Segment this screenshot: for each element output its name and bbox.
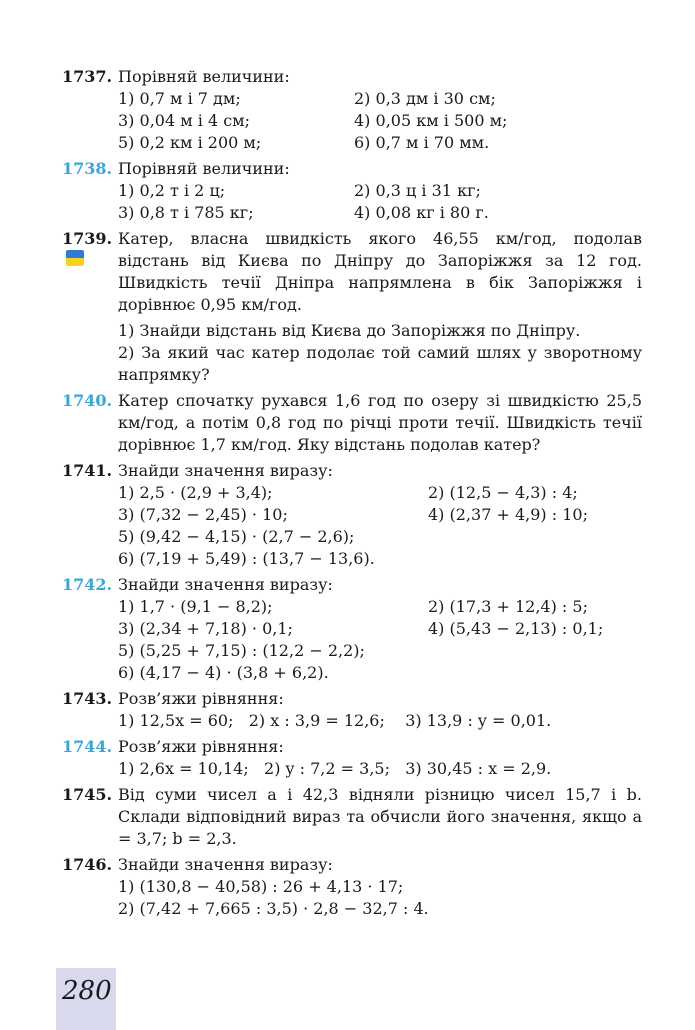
problem-text: Катер спочатку рухався 1,6 год по озеру зі швидкістю 25,5 км/год, а потім 0,8 год по річці проти течії. Швидкість течії дорівнює 1,7 км/год. Яку відстань подолав катер? (118, 391, 642, 454)
problem-title: Розв’яжи рівняння: (118, 689, 284, 708)
problem-title: Знайди значення виразу: (118, 855, 333, 874)
item: 6) (4,17 − 4) · (3,8 + 6,2). (118, 663, 329, 682)
question-2: 2) За який час катер подолає той самий шлях у зворотному напрямку? (118, 343, 642, 384)
question-1: 1) Знайди відстань від Києва до Запоріжжя по Дніпру. (118, 321, 581, 340)
item: 2) (12,5 − 4,3) : 4; (428, 483, 578, 502)
problem-number: 1746. (62, 855, 113, 874)
problem-1740 (62, 390, 642, 456)
problem-1738 (62, 158, 642, 224)
items-grid (118, 180, 642, 224)
item: 3) 0,8 т і 785 кг; (118, 203, 254, 222)
item: 5) 0,2 км і 200 м; (118, 133, 262, 152)
problem-number: 1739. (62, 229, 113, 248)
item: 6) (7,19 + 5,49) : (13,7 − 13,6). (118, 549, 375, 568)
problem-number: 1743. (62, 689, 113, 708)
item: 6) 0,7 м і 70 мм. (354, 133, 490, 152)
item: 1) (130,8 − 40,58) : 26 + 4,13 · 17; (118, 877, 404, 896)
problem-1745 (62, 784, 642, 850)
item: 4) (2,37 + 4,9) : 10; (428, 505, 588, 524)
item: 1) 0,7 м і 7 дм; (118, 89, 241, 108)
problem-1739 (62, 228, 642, 386)
problem-1744 (62, 736, 642, 780)
item: 3) (2,34 + 7,18) · 0,1; (118, 619, 293, 638)
problem-1742 (62, 574, 642, 684)
problem-title: Знайди значення виразу: (118, 461, 333, 480)
item: 2) 0,3 дм і 30 см; (354, 89, 496, 108)
problem-number: 1742. (62, 575, 113, 594)
problem-1746 (62, 854, 642, 920)
item: 2) 0,3 ц і 31 кг; (354, 181, 481, 200)
problem-number: 1741. (62, 461, 113, 480)
problems-list (62, 66, 642, 924)
item: 3) 0,04 м і 4 см; (118, 111, 251, 130)
problem-number: 1740. (62, 391, 113, 410)
problem-number: 1738. (62, 159, 113, 178)
problem-number: 1744. (62, 737, 113, 756)
problem-text: Від суми чисел a і 42,3 відняли різницю чисел 15,7 і b. Склади відповідний вираз та обчисли його значення, якщо a = 3,7; b = 2,3. (118, 785, 642, 848)
problem-1743 (62, 688, 642, 732)
problem-number: 1737. (62, 67, 113, 86)
problem-number: 1745. (62, 785, 113, 804)
item: 4) (5,43 − 2,13) : 0,1; (428, 619, 604, 638)
item: 5) (9,42 − 4,15) · (2,7 − 2,6); (118, 527, 355, 546)
problem-1737 (62, 66, 642, 154)
items-grid (118, 482, 642, 526)
item: 1) 2,5 · (2,9 + 3,4); (118, 483, 273, 502)
item: 4) 0,08 кг і 80 г. (354, 203, 489, 222)
item: 1) 0,2 т і 2 ц; (118, 181, 226, 200)
item: 1) 1,7 · (9,1 − 8,2); (118, 597, 273, 616)
item: 3) (7,32 − 2,45) · 10; (118, 505, 288, 524)
equations-line: 1) 2,6x = 10,14; 2) y : 7,2 = 3,5; 3) 30,45 : x = 2,9. (118, 759, 552, 778)
problem-1741 (62, 460, 642, 570)
ukraine-flag-icon (66, 250, 84, 266)
equations-line: 1) 12,5x = 60; 2) x : 3,9 = 12,6; 3) 13,9 : y = 0,01. (118, 711, 552, 730)
items-grid (118, 596, 642, 640)
problem-title: Порівняй величини: (118, 67, 290, 86)
item: 5) (5,25 + 7,15) : (12,2 − 2,2); (118, 641, 365, 660)
page-number: 280 (62, 976, 112, 1006)
problem-title: Розв’яжи рівняння: (118, 737, 284, 756)
problem-title: Знайди значення виразу: (118, 575, 333, 594)
item: 2) (7,42 + 7,665 : 3,5) · 2,8 − 32,7 : 4. (118, 899, 429, 918)
problem-title: Порівняй величини: (118, 159, 290, 178)
item: 2) (17,3 + 12,4) : 5; (428, 597, 588, 616)
items-grid (118, 88, 642, 154)
problem-text: Катер, власна швидкість якого 46,55 км/год, подолав відстань від Києва по Дніпру до Запоріжжя за 12 год. Швидкість течії Дніпра напрямлена в бік Запоріжжя і дорівнює 0,95 км/год. (118, 229, 642, 314)
item: 4) 0,05 км і 500 м; (354, 111, 508, 130)
